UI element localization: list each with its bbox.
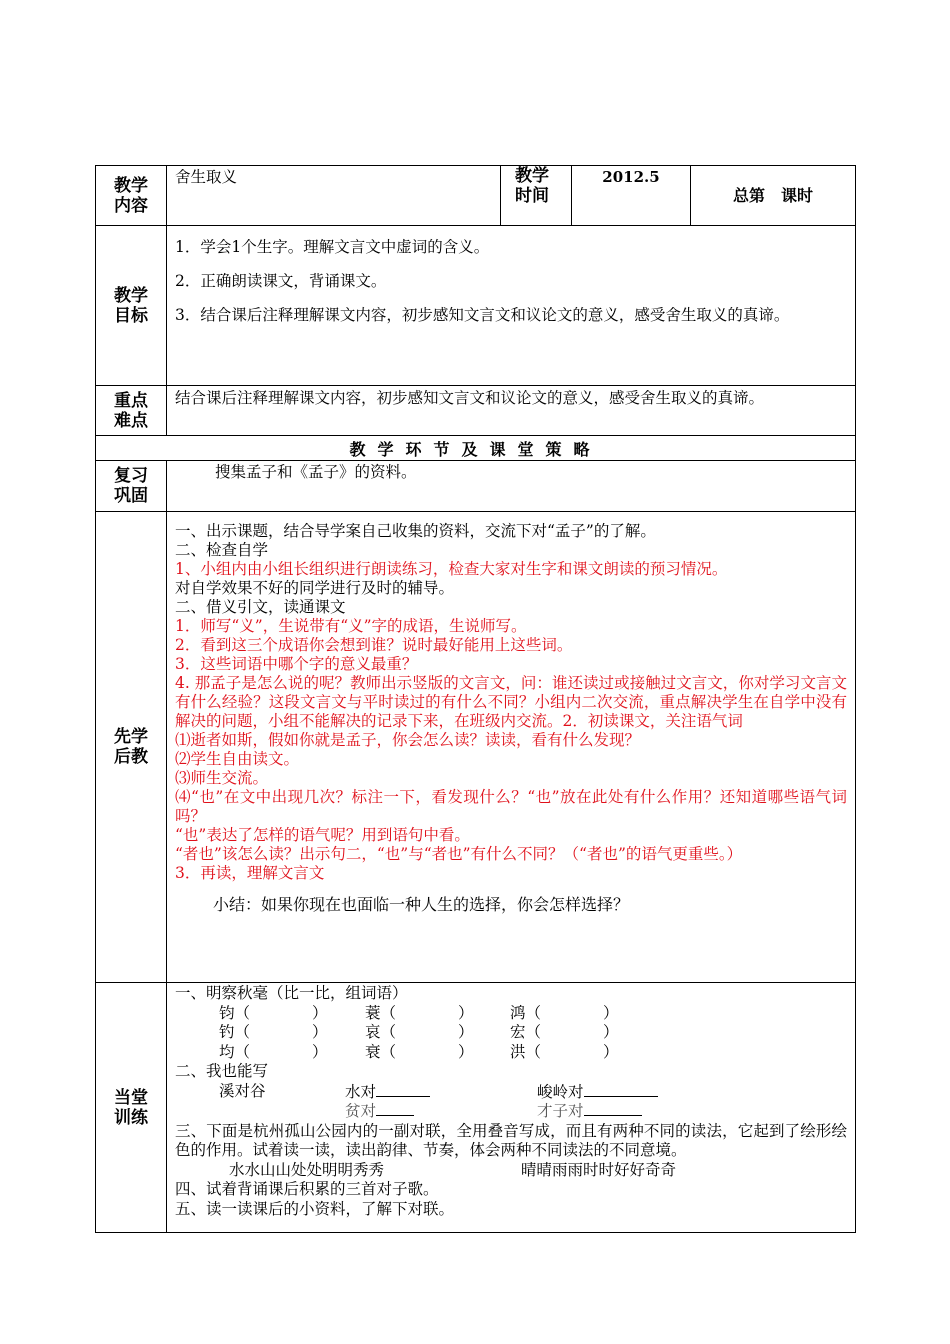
teach-line: 2．看到这三个成语你会想到谁？说时最好能用上这些词。 [175, 636, 573, 654]
practice-label: 当堂训练 [96, 983, 167, 1233]
content-label: 教学内容 [96, 166, 167, 226]
pair-ridge [537, 1082, 658, 1103]
q5-text: 五、读一读课后的小资料，了解下对联。 [175, 1199, 455, 1218]
teach-line: 3．再读，理解文言文 [175, 864, 325, 882]
teach-line: 二、检查自学 [175, 541, 269, 559]
word-blank: 宏（ ） [510, 1023, 619, 1041]
pair-water-label: 水对 [345, 1082, 377, 1101]
pair-scholar [537, 1101, 642, 1122]
teach-summary: 小结：如果你现在也面临一种人生的选择，你会怎样选择？ [213, 895, 630, 914]
teach-line: ⑴逝者如斯，假如你就是孟子，你会怎么读？读读，看有什么发现？ [175, 731, 641, 749]
teach-row [96, 512, 856, 983]
couplet-right: 晴晴雨雨时时好好奇奇 [521, 1160, 677, 1179]
time-value: 2012.5 [572, 166, 691, 226]
teach-line: 1、小组内由小组长组织进行朗读练习，检查大家对生字和课文朗读的预习情况。 [175, 560, 728, 578]
content-value: 舍生取义 [167, 166, 501, 226]
lesson-plan-sheet [95, 165, 855, 1233]
couplet [175, 1161, 847, 1181]
teach-line: 一、出示课题，结合导学案自己收集的资料，交流下对“孟子”的了解。 [175, 522, 656, 540]
teach-line: “也”表达了怎样的语气呢？用到语句中看。 [175, 826, 470, 844]
word-blank: 鸿（ ） [510, 1003, 619, 1022]
review-text: 搜集孟子和《孟子》的资料。 [167, 461, 856, 512]
section-title-row [96, 436, 856, 461]
goals-label: 教学目标 [96, 226, 167, 386]
q1-row [175, 1004, 847, 1024]
word-blank: 哀（ ） [365, 1023, 474, 1041]
q3-text: 三、下面是杭州孤山公园内的一副对联，全用叠音写成，而且有两种不同的读法，它起到了绘形绘色的作用。试着读一读，读出韵律、节奏，体会两种不同读法的不同意境。 [175, 1121, 847, 1159]
key-points-text: 结合课后注释理解课文内容，初步感知文言文和议论文的意义，感受舍生取义的真谛。 [167, 386, 856, 436]
goals-content [167, 226, 856, 386]
word-blank: 均（ ） [219, 1042, 328, 1061]
q2-title: 二、我也能写 [175, 1062, 269, 1080]
pair-poor-label: 贫对 [345, 1101, 377, 1120]
review-label: 复习巩固 [96, 461, 167, 512]
teach-line: 1．师写“义”，生说带有“义”字的成语，生说师写。 [175, 617, 527, 635]
teach-line: “者也”该怎么读？出示句二，“也”与“者也”有什么不同？（“者也”的语气更重些。） [175, 845, 743, 863]
word-blank: 蓑（ ） [365, 1003, 474, 1022]
pair-scholar-label: 才子对 [537, 1101, 584, 1120]
lesson-plan-table [95, 165, 856, 1233]
pair-water [345, 1082, 430, 1103]
section-title: 教学环节及课堂策略 [96, 436, 856, 461]
q4-text: 四、试着背诵课后积累的三首对子歌。 [175, 1180, 439, 1198]
pair-example: 溪对谷 [219, 1081, 266, 1100]
practice-row [96, 983, 856, 1233]
word-blank: 洪（ ） [510, 1042, 619, 1061]
teach-line: 3．这些词语中哪个字的意义最重？ [175, 655, 418, 673]
goal-item: 1．学会1个生字。理解文言文中虚词的含义。 [175, 238, 490, 256]
key-points-label: 重点难点 [96, 386, 167, 436]
q2-pairs [175, 1082, 847, 1122]
teach-line: 二、借义引文，读通课文 [175, 598, 346, 616]
goals-row [96, 226, 856, 386]
q1-row [175, 1023, 847, 1043]
teach-content [167, 512, 856, 983]
lesson-count-label: 总第 课时 [691, 166, 856, 226]
teach-line: ⑶师生交流。 [175, 769, 269, 787]
q1-title: 一、明察秋毫（比一比，组词语） [175, 984, 408, 1002]
word-blank: 钧（ ） [219, 1003, 328, 1022]
teach-line: ⑷“也”在文中出现几次？标注一下，看发现什么？“也”放在此处有什么作用？还知道哪些语气词吗？ [175, 788, 847, 825]
review-row [96, 461, 856, 512]
teach-label: 先学后教 [96, 512, 167, 983]
key-points-row [96, 386, 856, 436]
teach-line: 4. 那孟子是怎么说的呢？教师出示竖版的文言文，问：谁还读过或接触过文言文，你对学习文言文有什么经验？这段文言文与平时读过的有什么不同？小组内二次交流，重点解决学生在自学中没有解决的问题，小组不能解决的记录下来，在班级内交流。2．初读课文，关注语气词 [175, 674, 848, 730]
word-blank: 衰（ ） [365, 1042, 474, 1061]
couplet-left: 水水山山处处明明秀秀 [229, 1160, 385, 1179]
q1-row [175, 1043, 847, 1063]
goal-item: 3．结合课后注释理解课文内容，初步感知文言文和议论文的意义，感受舍生取义的真谛。 [175, 306, 790, 324]
header-row [96, 166, 856, 226]
pair-poor [345, 1101, 414, 1122]
teach-line: 对自学效果不好的同学进行及时的辅导。 [175, 579, 455, 597]
goal-item: 2．正确朗读课文，背诵课文。 [175, 272, 387, 290]
time-label: 教学时间 [501, 166, 572, 226]
word-blank: 钓（ ） [219, 1023, 328, 1041]
teach-line: ⑵学生自由读文。 [175, 750, 300, 768]
practice-content [167, 983, 856, 1233]
pair-ridge-label: 峻岭对 [537, 1082, 584, 1101]
